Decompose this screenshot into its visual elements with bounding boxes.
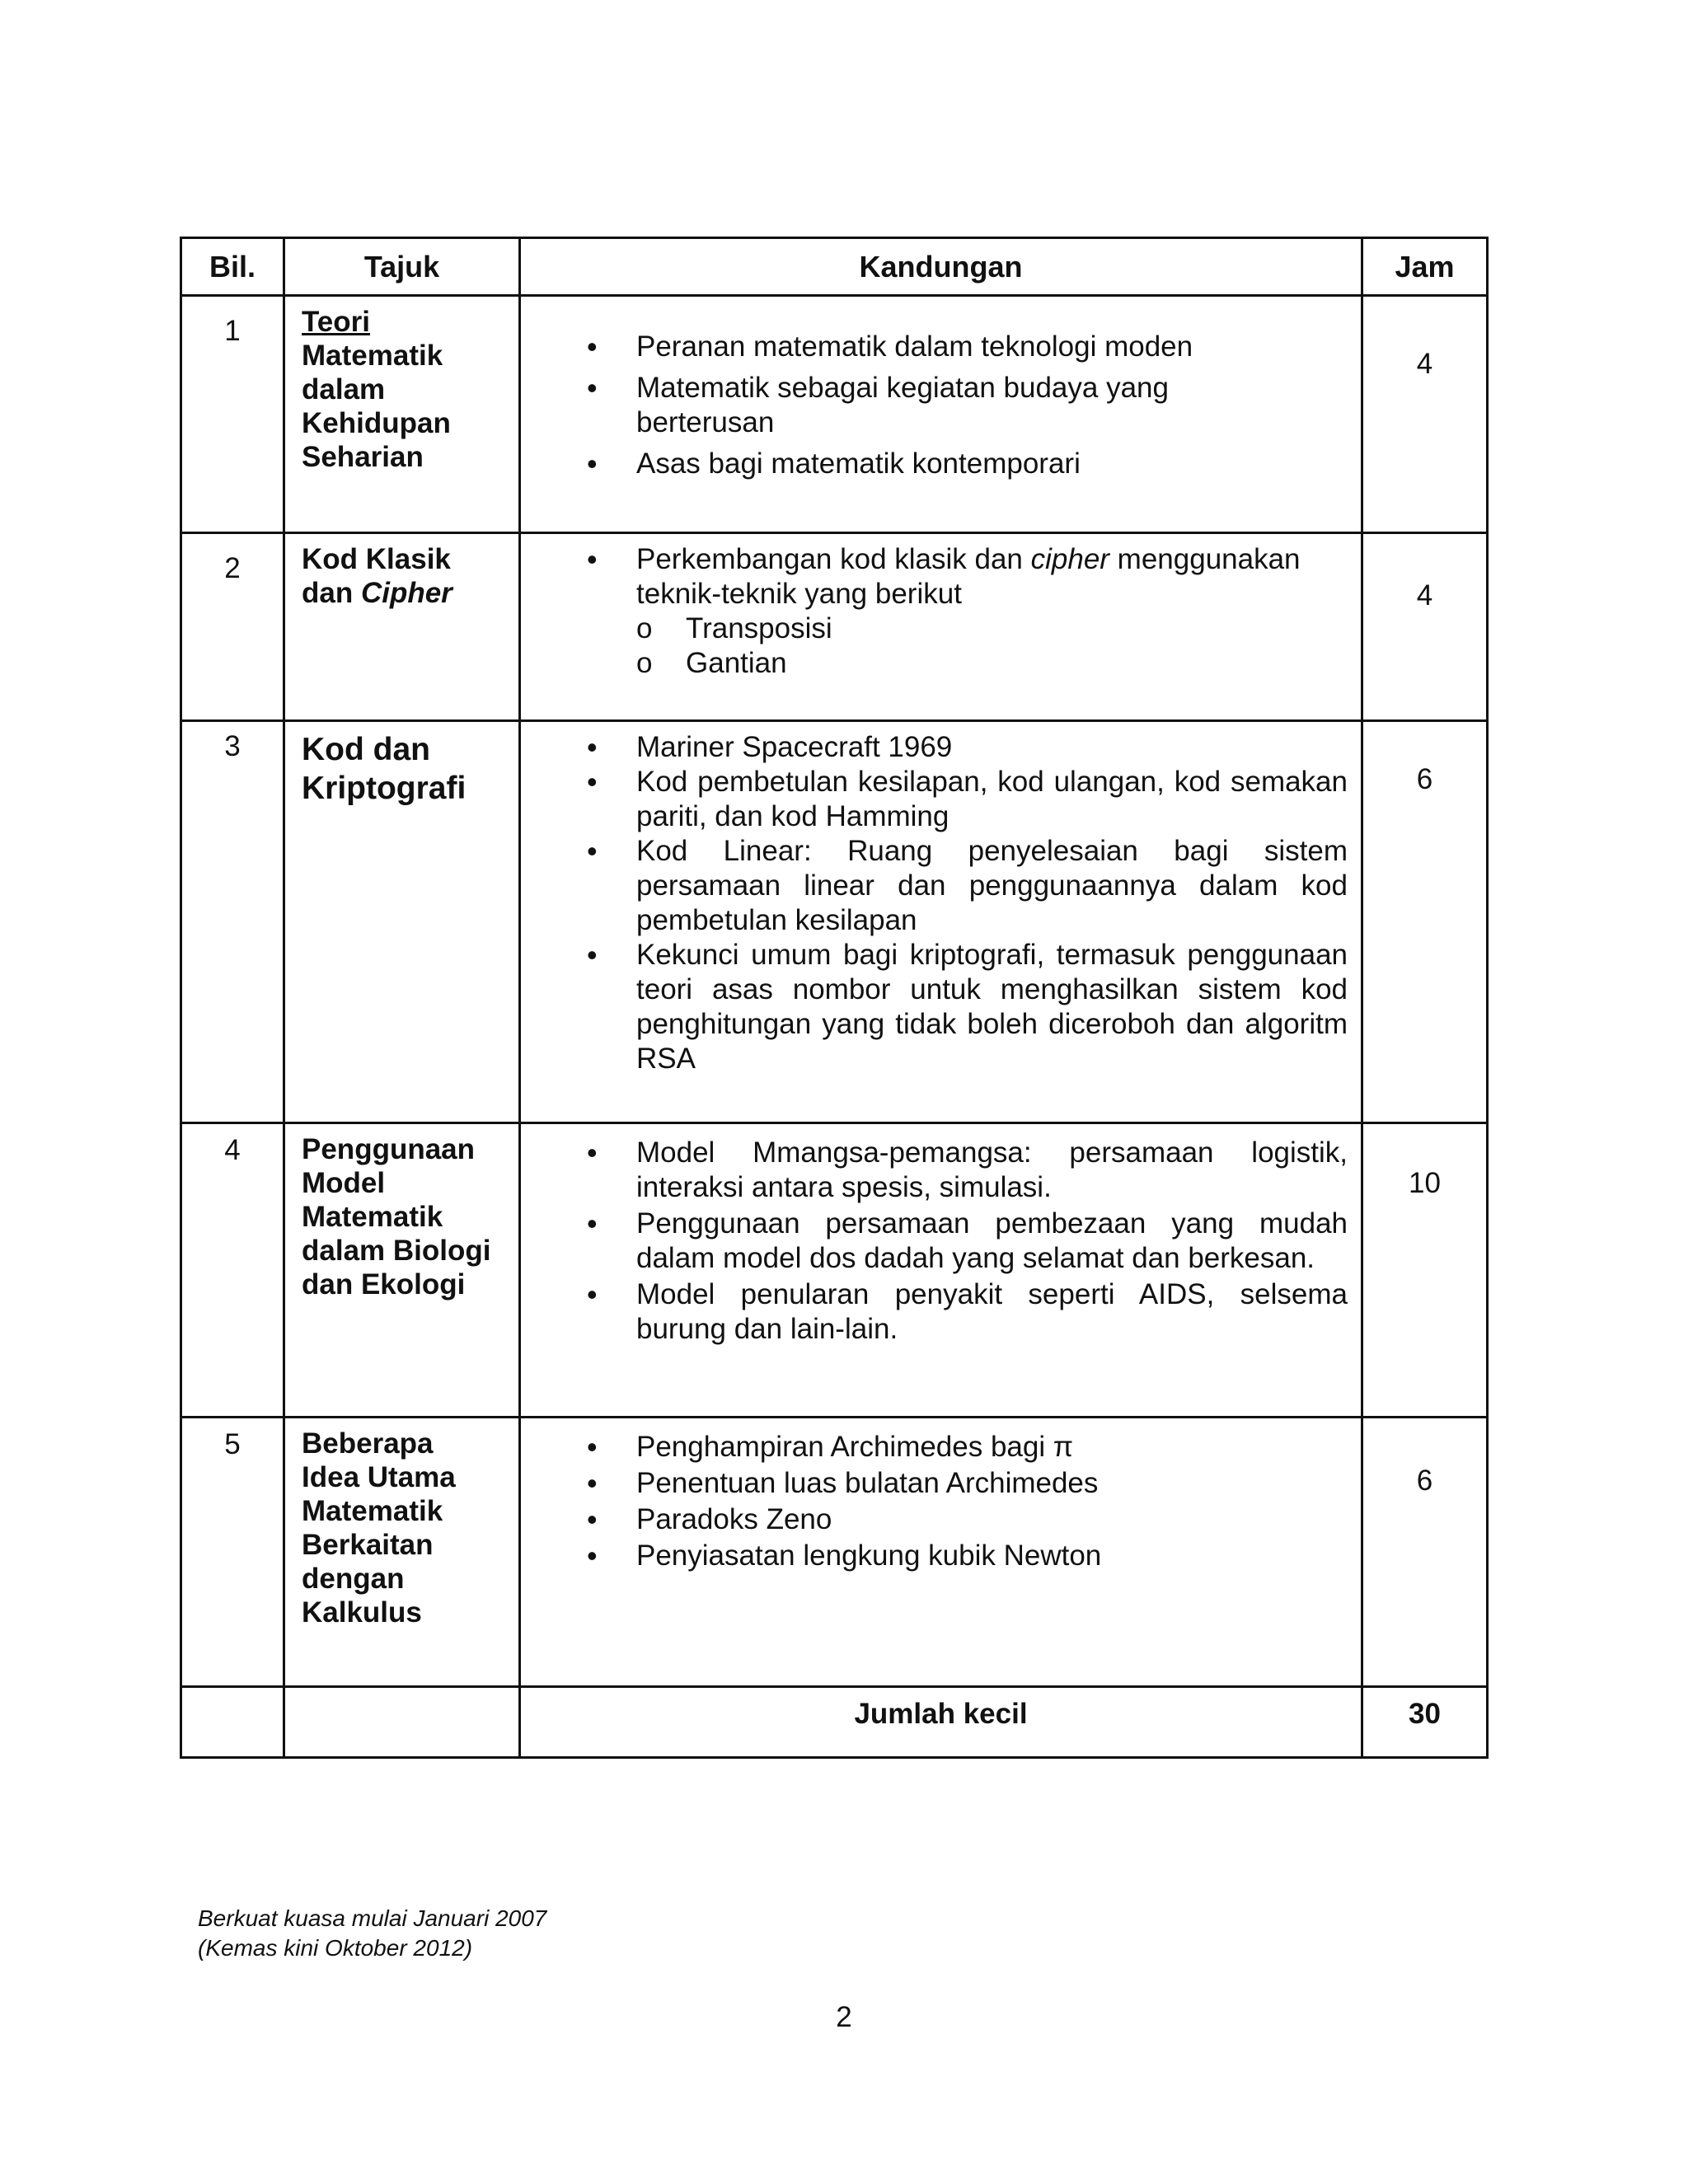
header-tajuk: Tajuk [284,238,520,296]
row-title [284,721,520,1123]
content-item: • Model Mmangsa-pemangsa: persamaan logistik, interaksi antara spesis, simulasi. [636,1136,1348,1205]
total-label: Jumlah kecil [520,1687,1362,1758]
title-line: Kod dan [302,732,430,767]
title-line: Kriptografi [302,771,467,806]
content-item: • Kod Linear: Ruang penyelesaian bagi sistem persamaan linear dan penggunaannya dalam kod pembetulan kesilapan [636,834,1348,938]
row-number: 1 [181,296,284,533]
table-row [181,721,1488,1123]
table-row [181,533,1488,721]
content-item: • Model penularan penyakit seperti AIDS, selsema burung dan lain-lain. [636,1277,1348,1347]
row-content [520,533,1362,721]
title-line: Beberapa [302,1427,434,1460]
title-line: dalam [302,373,386,405]
title-line-part: dan [302,577,361,609]
content-subitem: o Gantian [686,646,1348,681]
row-title [284,1418,520,1687]
title-line: dan Ekologi [302,1268,466,1301]
title-line: Model [302,1167,386,1199]
row-hours: 6 [1362,1418,1488,1687]
title-line: Matematik [302,1495,443,1527]
row-title [284,1123,520,1418]
total-empty-cell [284,1687,520,1758]
content-item: • Matematik sebagai kegiatan budaya yang berterusan [636,371,1348,440]
row-content [520,1123,1362,1418]
content-item: • Penentuan luas bulatan Archimedes [636,1466,1348,1501]
row-number: 4 [181,1123,284,1418]
footer-effective-date: Berkuat kuasa mulai Januari 2007 [198,1905,547,1931]
total-empty-cell [181,1687,284,1758]
total-row [181,1687,1488,1758]
title-line: Kalkulus [302,1596,422,1629]
footer-updated-date: (Kemas kini Oktober 2012) [198,1935,473,1961]
title-line: Kehidupan [302,407,451,439]
table-row [181,1418,1488,1687]
total-value: 30 [1362,1687,1488,1758]
title-line [302,576,509,610]
title-line: Penggunaan [302,1133,476,1165]
content-item: • Penghampiran Archimedes bagi π [636,1430,1348,1465]
row-number: 2 [181,533,284,721]
row-hours: 4 [1362,533,1488,721]
content-item: • Penggunaan persamaan pembezaan yang mudah dalam model dos dadah yang selamat dan berkesan. [636,1207,1348,1276]
content-item: • Peranan matematik dalam teknologi moden [636,330,1348,364]
title-line: Idea Utama [302,1461,456,1493]
footer-note [198,1904,546,1963]
content-item: • Paradoks Zeno [636,1502,1348,1537]
row-title [284,296,520,533]
title-line: Kod Klasik [302,543,451,575]
title-line: Matematik [302,1201,443,1233]
table-header-row [181,238,1488,296]
content-item: • Asas bagi matematik kontemporari [636,447,1348,481]
row-hours: 10 [1362,1123,1488,1418]
content-item-part: Perkembangan kod klasik dan [636,543,1031,575]
header-bil: Bil. [181,238,284,296]
row-number: 5 [181,1418,284,1687]
title-line: Berkaitan [302,1529,434,1561]
row-content [520,721,1362,1123]
content-item: • Kod pembetulan kesilapan, kod ulangan, kod semakan pariti, dan kod Hamming [636,765,1348,834]
header-jam: Jam [1362,238,1488,296]
title-line: dalam Biologi [302,1235,491,1267]
row-number: 3 [181,721,284,1123]
row-hours: 4 [1362,296,1488,533]
content-subitem: o Transposisi [686,612,1348,646]
title-line: Teori [302,306,370,338]
title-line: dengan [302,1563,405,1595]
row-content [520,1418,1362,1687]
content-item: • Kekunci umum bagi kriptografi, termasuk penggunaan teori asas nombor untuk menghasilkan sistem kod penghitungan yang tidak boleh diceroboh dan algoritm RSA [636,938,1348,1076]
content-item-part: cipher [1030,543,1109,575]
table-row [181,296,1488,533]
header-kandungan: Kandungan [520,238,1362,296]
content-item-part: menggunakan teknik-teknik yang berikut [636,543,1301,610]
page-number: 2 [836,2001,852,2033]
content-item: • Mariner Spacecraft 1969 [636,730,1348,765]
syllabus-table [180,237,1489,1759]
row-content [520,296,1362,533]
table-row [181,1123,1488,1418]
title-line: Seharian [302,441,424,473]
title-line-part: Cipher [360,577,452,609]
row-title [284,533,520,721]
content-item [636,542,1348,681]
content-item: • Penyiasatan lengkung kubik Newton [636,1539,1348,1573]
row-hours: 6 [1362,721,1488,1123]
title-line: Matematik [302,340,443,372]
